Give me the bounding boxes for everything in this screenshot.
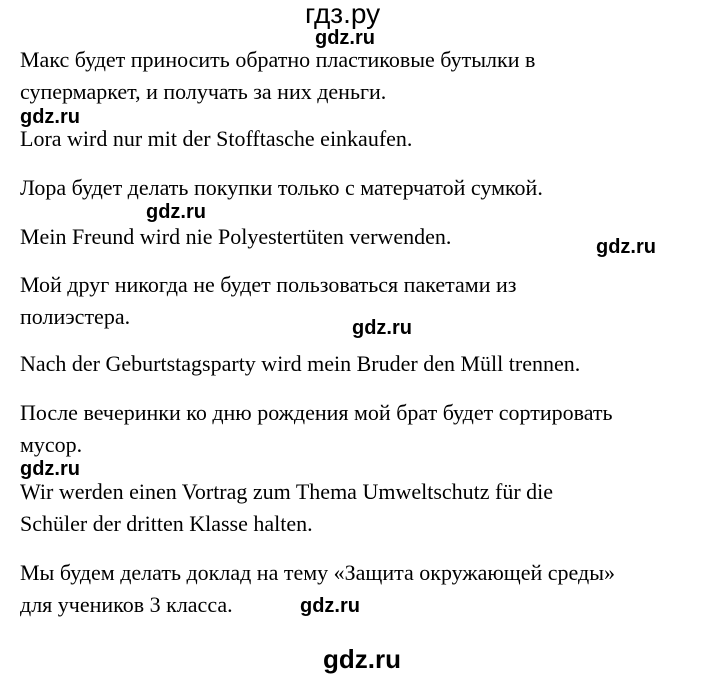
text-line: Мы будем делать доклад на тему «Защита окружающей среды» [20, 560, 615, 585]
text-line: для учеников 3 класса. [20, 592, 233, 617]
header-watermark: гдз.ру [305, 0, 381, 29]
text-line: Nach der Geburtstagsparty wird mein Bruder den Müll trennen. [20, 351, 581, 376]
text-line: полиэстера. [20, 304, 131, 329]
site-watermark: gdz.ru [596, 236, 656, 258]
site-watermark: gdz.ru [352, 317, 412, 339]
text-line: Макс будет приносить обратно пластиковые бутылки в [20, 47, 536, 72]
text-line: После вечеринки ко дню рождения мой брат будет сортировать [20, 400, 613, 425]
text-line: Lora wird nur mit der Stofftasche einkaufen. [20, 126, 413, 151]
site-watermark: gdz.ru [146, 201, 206, 223]
text-line: мусор. [20, 432, 83, 457]
site-watermark: gdz.ru [300, 595, 360, 617]
footer-watermark: gdz.ru [323, 644, 401, 674]
site-watermark: gdz.ru [315, 27, 375, 49]
text-line: Schüler der dritten Klasse halten. [20, 511, 313, 536]
text-line: Мой друг никогда не будет пользоваться пакетами из [20, 272, 517, 297]
text-line: супермаркет, и получать за них деньги. [20, 79, 387, 104]
site-watermark: gdz.ru [20, 458, 80, 480]
text-line: Wir werden einen Vortrag zum Thema Umweltschutz für die [20, 479, 554, 504]
site-watermark: gdz.ru [20, 106, 80, 128]
text-line: Лора будет делать покупки только с матерчатой сумкой. [20, 175, 543, 200]
text-line: Mein Freund wird nie Polyestertüten verwenden. [20, 224, 452, 249]
